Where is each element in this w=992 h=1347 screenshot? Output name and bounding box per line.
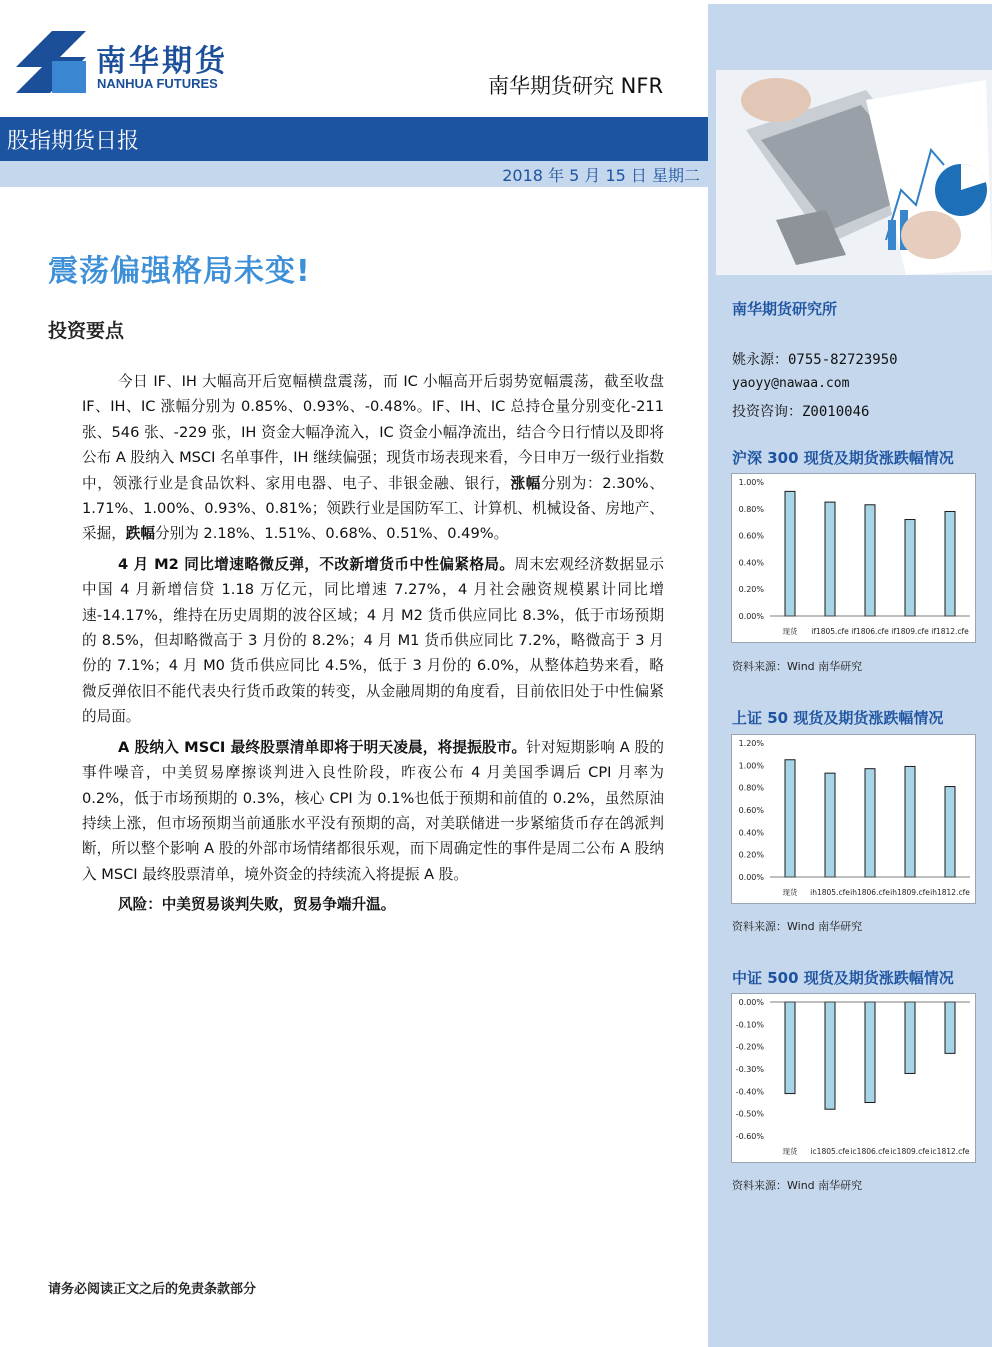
y-tick-label: 0.60% — [738, 806, 764, 815]
y-tick-label: 1.00% — [738, 478, 764, 487]
bar — [905, 1002, 915, 1073]
chart-title-zz500: 中证 500 现货及期货涨跌幅情况 — [732, 969, 954, 987]
chart-zz500-svg — [732, 994, 975, 1162]
section-title: 投资要点 — [48, 320, 125, 342]
brand-name-en: NANHUA FUTURES — [97, 76, 218, 91]
y-tick-label: -0.60% — [735, 1132, 764, 1141]
y-tick-label: -0.50% — [735, 1109, 764, 1119]
y-tick-label: 0.60% — [738, 531, 764, 541]
y-tick-label: 1.20% — [738, 739, 764, 748]
photo-illustration — [716, 70, 992, 275]
bar — [785, 760, 795, 877]
institute-name: 南华期货研究所 — [732, 300, 838, 318]
chart-title-sz50: 上证 50 现货及期货涨跌幅情况 — [732, 709, 944, 727]
x-tick-label: if1805.cfe — [811, 627, 849, 636]
y-tick-label: 0.00% — [738, 998, 764, 1007]
y-tick-label: -0.20% — [735, 1042, 764, 1052]
analyst-email[interactable]: yaoyy@nawaa.com — [732, 376, 850, 391]
disclaimer: 请务必阅读正文之后的免责条款部分 — [48, 1282, 257, 1297]
bar — [785, 1002, 795, 1094]
x-tick-label: ic1809.cfe — [890, 1147, 930, 1156]
x-tick-label: 现货 — [782, 627, 798, 636]
y-tick-label: -0.30% — [735, 1065, 764, 1074]
report-body — [82, 369, 664, 918]
y-tick-label: 0.00% — [738, 873, 764, 882]
chart-sz50-svg — [732, 735, 975, 903]
bar — [865, 1002, 875, 1103]
bold-term: 跌幅 — [125, 525, 155, 543]
x-tick-label: if1812.cfe — [931, 627, 969, 636]
x-tick-label: ih1812.cfe — [930, 888, 970, 897]
chart-hs300 — [731, 473, 976, 643]
y-tick-label: 0.80% — [738, 783, 764, 793]
header-photo — [716, 70, 992, 275]
bar — [945, 511, 955, 616]
analyst-contact: 姚永源：0755-82723950 — [732, 352, 898, 368]
chart-hs300-svg — [732, 474, 975, 642]
x-tick-label: if1809.cfe — [891, 627, 929, 636]
bar — [945, 1002, 955, 1053]
chart-zz500 — [731, 993, 976, 1163]
y-tick-label: 0.40% — [738, 558, 764, 568]
bar — [825, 773, 835, 877]
x-tick-label: 现货 — [782, 888, 798, 897]
bar — [945, 787, 955, 877]
chart-source: 资料来源：Wind 南华研究 — [732, 660, 863, 673]
paragraph-market — [82, 369, 664, 547]
chart-source: 资料来源：Wind 南华研究 — [732, 1179, 863, 1192]
bar — [825, 502, 835, 616]
report-date: 2018 年 5 月 15 日 星期二 — [502, 166, 700, 185]
x-tick-label: ic1806.cfe — [850, 1147, 890, 1156]
x-tick-label: ic1812.cfe — [930, 1147, 970, 1156]
paragraph-lead: A 股纳入 MSCI 最终股票清单即将于明天凌晨，将提振股市。 — [118, 738, 527, 756]
nanhua-logo-icon — [16, 31, 86, 93]
paragraph-text: 针对短期影响 A 股的事件噪音，中美贸易摩擦谈判进入良性阶段，昨夜公布 4 月美国季调后 CPI 月率为 0.2%，低于市场预期的 0.3%，核心 CPI 为 0.1%也低于预期和前值的 0.2%，虽然原油持续上涨，但市场预期当前通胀水平没有预期的高，对美联储进一步紧缩货币存在鸽派判断，所以整个影响 A 股的外部市场情绪都很乐观，而下周确定性的事件是周二公布 A 股纳入 MSCI 最终股票清单，境外资金的持续流入将提振 A 股。 — [82, 738, 664, 883]
bar — [905, 520, 915, 616]
paragraph-lead: 4 月 M2 同比增速略微反弹，不改新增货币中性偏紧格局。 — [118, 555, 515, 573]
paragraph-text: 分别为：2.30%、1.71%、1.00%、0.93%、0.81%；领跌行业是国防军工、计算机、机械设备、房地产、采掘， — [82, 474, 664, 543]
x-tick-label: ih1806.cfe — [850, 888, 890, 897]
y-tick-label: -0.40% — [735, 1087, 764, 1097]
paragraph-text: 今日 IF、IH 大幅高开后宽幅横盘震荡，而 IC 小幅高开后弱势宽幅震荡，截至收盘 IF、IH、IC 涨幅分别为 0.85%、0.93%、-0.48%。IF、IH、IC 总持仓量分别变化-211 张、546 张、-229 张，IH 资金大幅净流入，IC 资金小幅净流出，结合今日行情以及即将公布 A 股纳入 MSCI 名单事件，IH 继续偏强；现货市场表现来看，今日申万一级行业指数中，领涨行业是食品饮料、家用电器、电子、非银金融、银行， — [82, 373, 664, 492]
paragraph-text: 分别为 2.18%、1.51%、0.68%、0.51%、0.49%。 — [155, 525, 509, 543]
y-tick-label: 1.00% — [738, 761, 764, 771]
x-tick-label: ic1805.cfe — [810, 1147, 850, 1156]
bar — [865, 505, 875, 616]
x-tick-label: ih1805.cfe — [810, 888, 850, 897]
research-label: 南华期货研究 NFR — [488, 74, 664, 98]
paragraph-macro — [82, 552, 664, 730]
risk-statement: 风险：中美贸易谈判失败，贸易争端升温。 — [118, 896, 396, 914]
y-tick-label: 0.80% — [738, 504, 764, 514]
x-tick-label: ih1809.cfe — [890, 888, 930, 897]
x-tick-label: 现货 — [782, 1147, 798, 1156]
bar — [825, 1002, 835, 1109]
x-tick-label: if1806.cfe — [851, 627, 889, 636]
y-tick-label: 0.40% — [738, 828, 764, 838]
bar — [865, 769, 875, 877]
paragraph-text: 周末宏观经济数据显示中国 4 月新增信贷 1.18 万亿元，同比增速 7.27%，4 月社会融资规模累计同比增速-14.17%，维持在历史周期的波谷区域；4 月 M2 货币供应同比 8.3%，低于市场预期的 8.5%，但却略微高于 3 月份的 8.2%；4 月 M1 货币供应同比 7.2%，略微高于 3 月份的 7.1%；4 月 M0 货币供应同比 4.5%，低于 3 月份的 6.0%，从整体趋势来看，略微反弹依旧不能代表央行货币政策的转变，从金融周期的角度看，目前依旧处于中性偏紧的局面。 — [82, 555, 664, 726]
paragraph-risk — [82, 892, 664, 917]
y-tick-label: 0.20% — [738, 585, 764, 595]
paragraph-msci — [82, 735, 664, 887]
license-number: 投资咨询：Z0010046 — [732, 404, 870, 420]
chart-sz50 — [731, 734, 976, 904]
report-type: 股指期货日报 — [7, 129, 140, 154]
headline: 震荡偏强格局未变! — [48, 254, 311, 289]
bar — [905, 766, 915, 877]
bar — [785, 491, 795, 616]
brand-name-cn: 南华期货 — [96, 44, 228, 79]
y-tick-label: 0.00% — [738, 612, 764, 621]
y-tick-label: -0.10% — [735, 1020, 764, 1030]
chart-source: 资料来源：Wind 南华研究 — [732, 920, 863, 933]
y-tick-label: 0.20% — [738, 850, 764, 860]
bold-term: 涨幅 — [510, 474, 542, 492]
chart-title-hs300: 沪深 300 现货及期货涨跌幅情况 — [732, 449, 954, 467]
